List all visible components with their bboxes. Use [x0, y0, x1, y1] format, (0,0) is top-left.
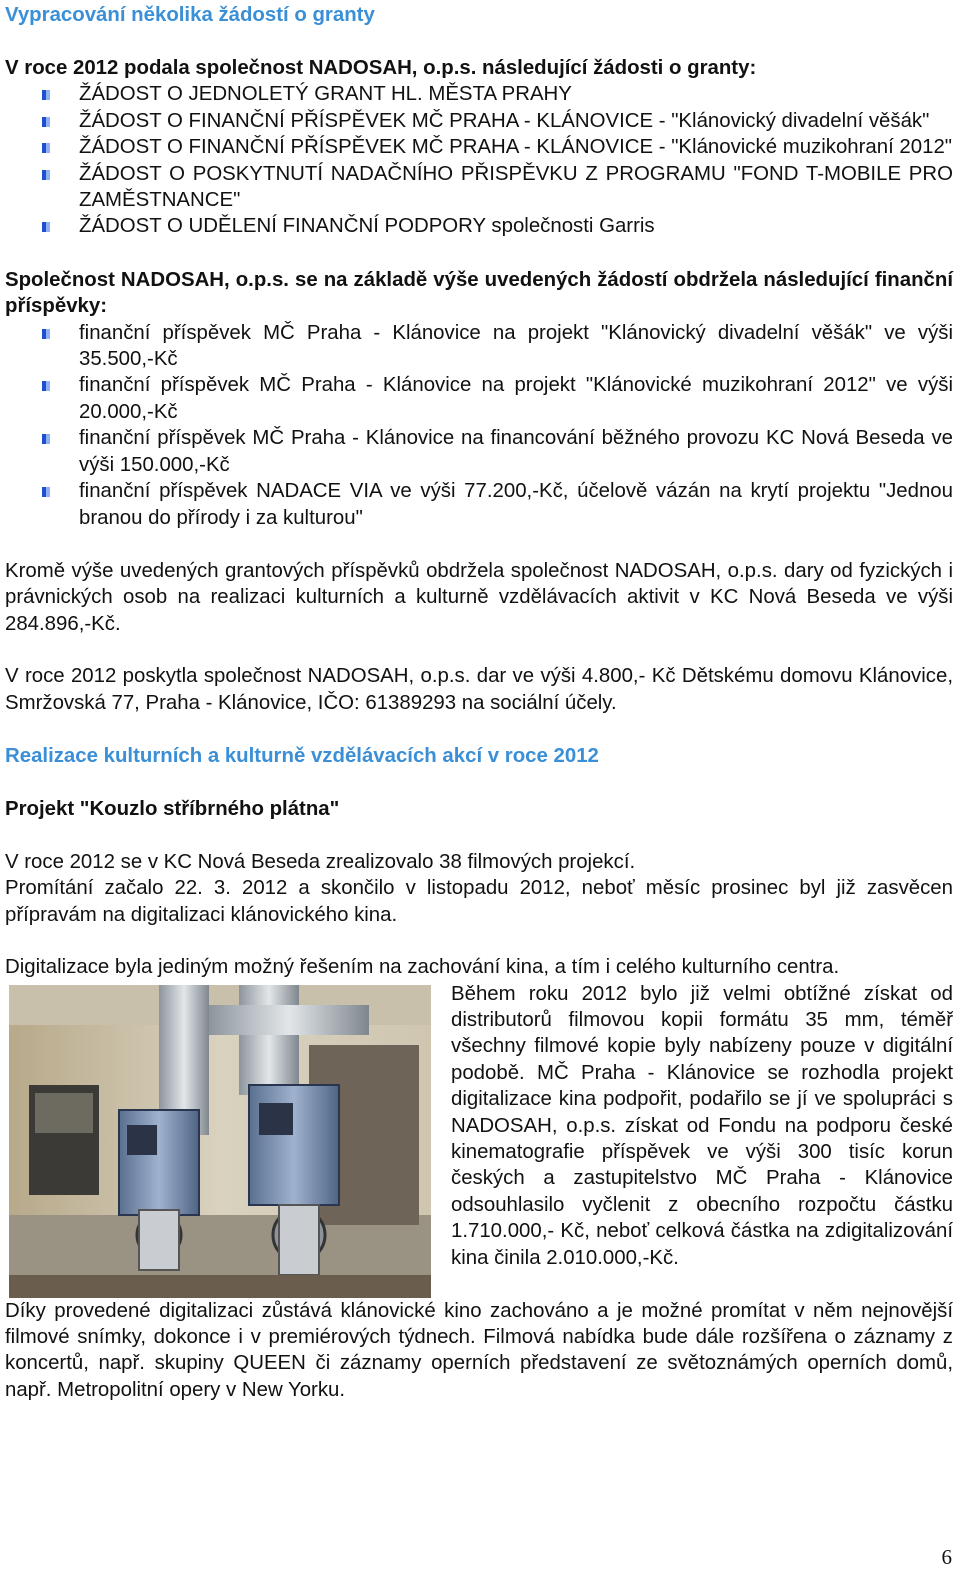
projections-line: V roce 2012 se v KC Nová Beseda zrealizovalo 38 filmových projekcí.	[5, 850, 636, 873]
page-number: 6	[941, 1545, 952, 1569]
bullet-icon	[42, 117, 50, 127]
bullet-icon	[42, 329, 50, 339]
grants-intro: V roce 2012 podala společnost NADOSAH, o.p.s. následující žádosti o granty:	[5, 57, 757, 79]
list-item: finanční příspěvek MČ Praha - Klánovice na financování běžného provozu KC Nová Beseda ve výši 150.000,-Kč	[79, 425, 953, 478]
bullet-icon	[42, 381, 50, 391]
list-item: finanční příspěvek NADACE VIA ve výši 77.200,-Kč, účelově vázán na krytí projektu "Jednou branou do přírody i za kulturou"	[79, 478, 953, 531]
screening-paragraph: Promítání začalo 22. 3. 2012 a skončilo v listopadu 2012, neboť měsíc prosinec byl již zasvěcen přípravám na digitalizaci klánovického kina.	[5, 877, 953, 926]
list-item: ŽÁDOST O FINANČNÍ PŘÍSPĚVEK MČ PRAHA - KLÁNOVICE - "Klánovické muzikohraní 2012"	[79, 134, 953, 160]
gift-paragraph: V roce 2012 poskytla společnost NADOSAH, o.p.s. dar ve výši 4.800,- Kč Dětskému domovu Klánovice, Smržovská 77, Praha - Klánovice, IČO: 61389293 na sociální účely.	[5, 665, 953, 714]
donations-paragraph: Kromě výše uvedených grantových příspěvků obdržela společnost NADOSAH, o.p.s. dary od fyzických i právnických osob na realizaci kulturních a kulturně vzdělávacích aktivit v KC Nová Beseda ve výši 284.896,-Kč.	[5, 559, 953, 635]
projection-room-photo	[9, 985, 431, 1298]
list-item: ŽÁDOST O UDĚLENÍ FINANČNÍ PODPORY společnosti Garris	[79, 213, 953, 239]
list-item: finanční příspěvek MČ Praha - Klánovice na projekt "Klánovické muzikohraní 2012" ve výši 20.000,-Kč	[79, 372, 953, 425]
bullet-icon	[42, 222, 50, 232]
list-item: ŽÁDOST O FINANČNÍ PŘÍSPĚVEK MČ PRAHA - KLÁNOVICE - "Klánovický divadelní věšák"	[79, 108, 953, 134]
grant-applications-list	[5, 81, 953, 239]
photo-and-text	[5, 981, 953, 1298]
bullet-icon	[42, 434, 50, 444]
list-item: ŽÁDOST O POSKYTNUTÍ NADAČNÍHO PŘISPĚVKU Z PROGRAMU "FOND T-MOBILE PRO ZAMĚSTNANCE"	[79, 161, 953, 214]
list-item: ŽÁDOST O JEDNOLETÝ GRANT HL. MĚSTA PRAHY	[79, 81, 953, 107]
bullet-icon	[42, 170, 50, 180]
bullet-icon	[42, 143, 50, 153]
bullet-icon	[42, 90, 50, 100]
project-title: Projekt "Kouzlo stříbrného plátna"	[5, 797, 340, 820]
digitalization-line: Digitalizace byla jediným možný řešením na zachování kina, a tím i celého kulturního centra.	[5, 956, 840, 979]
document-page	[5, 0, 953, 1403]
bullet-icon	[42, 487, 50, 497]
section-heading-grants: Vypracování několika žádostí o granty	[5, 4, 375, 26]
digitalization-side-text: Během roku 2012 bylo již velmi obtížné získat od distributorů filmovou kopii formátu 35 mm, téměř všechny filmové kopie byly nabízeny pouze v digitální podobě. MČ Praha - Klánovice se rozhodla projekt digitalizace kina podpořit, podařilo se jí ve spolupráci s NADOSAH, o.p.s. získat od Fondu na podporu české kinematografie příspěvek ve výši 300 tisíc korun českých a zastupitelstvo MČ Praha - Klánovice odsouhlasilo vyčlenit z obecního rozpočtu částku 1.710.000,- Kč, neboť celková částka na zdigitalizování kina činila 2.010.000,-Kč.	[451, 982, 953, 1269]
closing-paragraph: Díky provedené digitalizaci zůstává klánovické kino zachováno a je možné promítat v něm nejnovější filmové snímky, dokonce i v premiérových týdnech. Filmová nabídka bude dále rozšířena o záznamy z koncertů, např. skupiny QUEEN či záznamy operních představení ze světoznámých operních domů, např. Metropolitní opery v New Yorku.	[5, 1299, 953, 1401]
list-item: finanční příspěvek MČ Praha - Klánovice na projekt "Klánovický divadelní věšák" ve výši 35.500,-Kč	[79, 320, 953, 373]
section-heading-culture: Realizace kulturních a kulturně vzdělávacích akcí v roce 2012	[5, 744, 599, 767]
contributions-list	[5, 320, 953, 531]
contributions-intro: Společnost NADOSAH, o.p.s. se na základě výše uvedených žádostí obdržela následující finanční příspěvky:	[5, 268, 953, 318]
